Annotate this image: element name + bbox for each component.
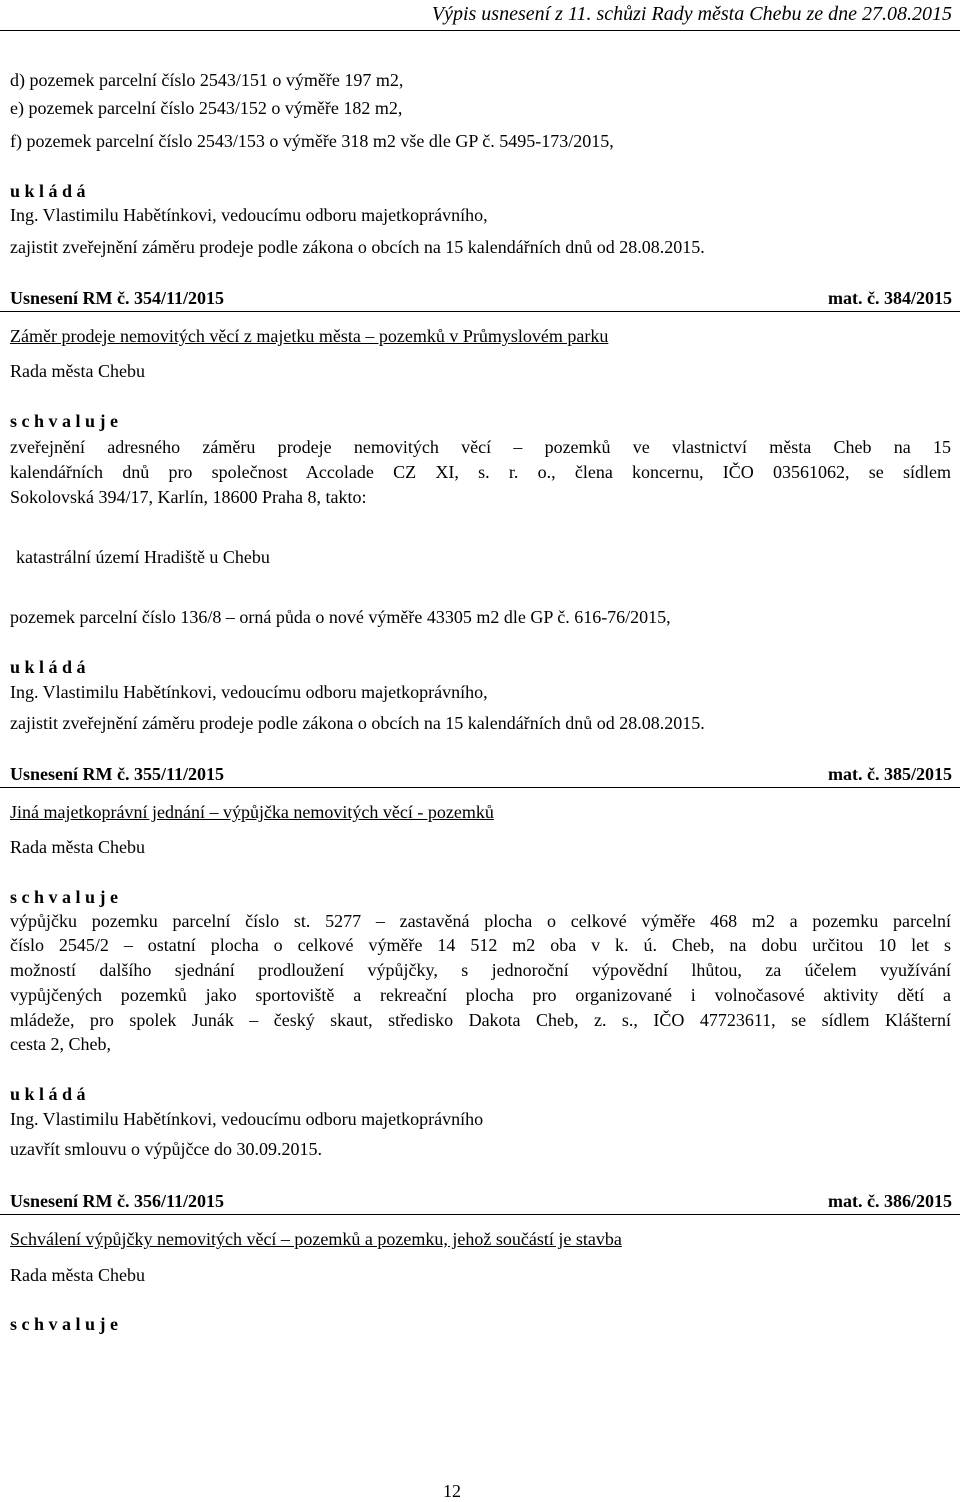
body-line: kalendářních dnů pro společnost Accolade CZ XI, s. r. o., člena koncernu, IČO 03561062, se sídlem [10,462,951,482]
council-name: Rada města Chebu [10,361,145,381]
resolution-number: Usnesení RM č. 354/11/2015 [10,288,224,308]
uklada-heading: u k l á d á [10,181,86,201]
resolution-subject: Záměr prodeje nemovitých věcí z majetku města – pozemků v Průmyslovém parku [10,326,609,346]
resolution-rule [0,787,960,788]
resolution-subject: Schválení výpůjčky nemovitých věcí – pozemků a pozemku, jehož součástí je stavba [10,1229,622,1249]
parcel-line: pozemek parcelní číslo 136/8 – orná půda o nové výměře 43305 m2 dle GP č. 616-76/2015, [10,607,671,627]
council-name: Rada města Chebu [10,1265,145,1285]
cadastre-name: katastrální území Hradiště u Chebu [16,547,270,567]
task-text: zajistit zveřejnění záměru prodeje podle zákona o obcích na 15 kalendářních dnů od 28.08.2015. [10,237,705,257]
resolution-rule [0,1214,960,1215]
item-d: d) pozemek parcelní číslo 2543/151 o výměře 197 m2, [10,70,404,90]
item-f: f) pozemek parcelní číslo 2543/153 o výměře 318 m2 vše dle GP č. 5495-173/2015, [10,131,614,151]
responsible-person: Ing. Vlastimilu Habětínkovi, vedoucímu odboru majetkoprávního, [10,682,488,702]
material-number: mat. č. 386/2015 [828,1191,952,1211]
header-rule [0,30,960,31]
body-line: vypůjčených pozemků jako sportoviště a rekreační plocha pro organizované i volnočasové aktivity dětí a [10,985,951,1005]
body-line: možností dalšího sjednání prodloužení výpůjčky, s jednoroční výpovědní lhůtou, za účelem využívání [10,960,951,980]
body-line: Sokolovská 394/17, Karlín, 18600 Praha 8, takto: [10,487,367,507]
responsible-person: Ing. Vlastimilu Habětínkovi, vedoucímu odboru majetkoprávního [10,1109,484,1129]
uklada-heading: u k l á d á [10,1084,86,1104]
body-line: číslo 2545/2 – ostatní plocha o celkové výměře 14 512 m2 oba v k. ú. Cheb, na dobu určitou 10 let s [10,935,951,955]
task-text: zajistit zveřejnění záměru prodeje podle zákona o obcích na 15 kalendářních dnů od 28.08.2015. [10,713,705,733]
body-line: výpůjčku pozemku parcelní číslo st. 5277 – zastavěná plocha o celkové výměře 468 m2 a pozemku parcelní [10,911,951,931]
approves-heading: s c h v a l u j e [10,411,118,431]
material-number: mat. č. 385/2015 [828,764,952,784]
resolution-rule [0,311,960,312]
task-text: uzavřít smlouvu o výpůjčce do 30.09.2015. [10,1139,322,1159]
approves-heading: s c h v a l u j e [10,1314,118,1334]
approves-heading: s c h v a l u j e [10,887,118,907]
resolution-subject: Jiná majetkoprávní jednání – výpůjčka nemovitých věcí - pozemků [10,802,494,822]
uklada-heading: u k l á d á [10,657,86,677]
body-line: cesta 2, Cheb, [10,1034,111,1054]
page-header: Výpis usnesení z 11. schůzi Rady města Chebu ze dne 27.08.2015 [431,3,952,25]
body-line: mládeže, pro spolek Junák – český skaut, středisko Dakota Cheb, z. s., IČO 47723611, se sídlem Klášterní [10,1010,951,1030]
responsible-person: Ing. Vlastimilu Habětínkovi, vedoucímu odboru majetkoprávního, [10,205,488,225]
material-number: mat. č. 384/2015 [828,288,952,308]
item-e: e) pozemek parcelní číslo 2543/152 o výměře 182 m2, [10,98,403,118]
council-name: Rada města Chebu [10,837,145,857]
resolution-number: Usnesení RM č. 355/11/2015 [10,764,224,784]
body-line: zveřejnění adresného záměru prodeje nemovitých věcí – pozemků ve vlastnictví města Cheb na 15 [10,437,951,457]
page-number: 12 [443,1481,461,1501]
resolution-number: Usnesení RM č. 356/11/2015 [10,1191,224,1211]
